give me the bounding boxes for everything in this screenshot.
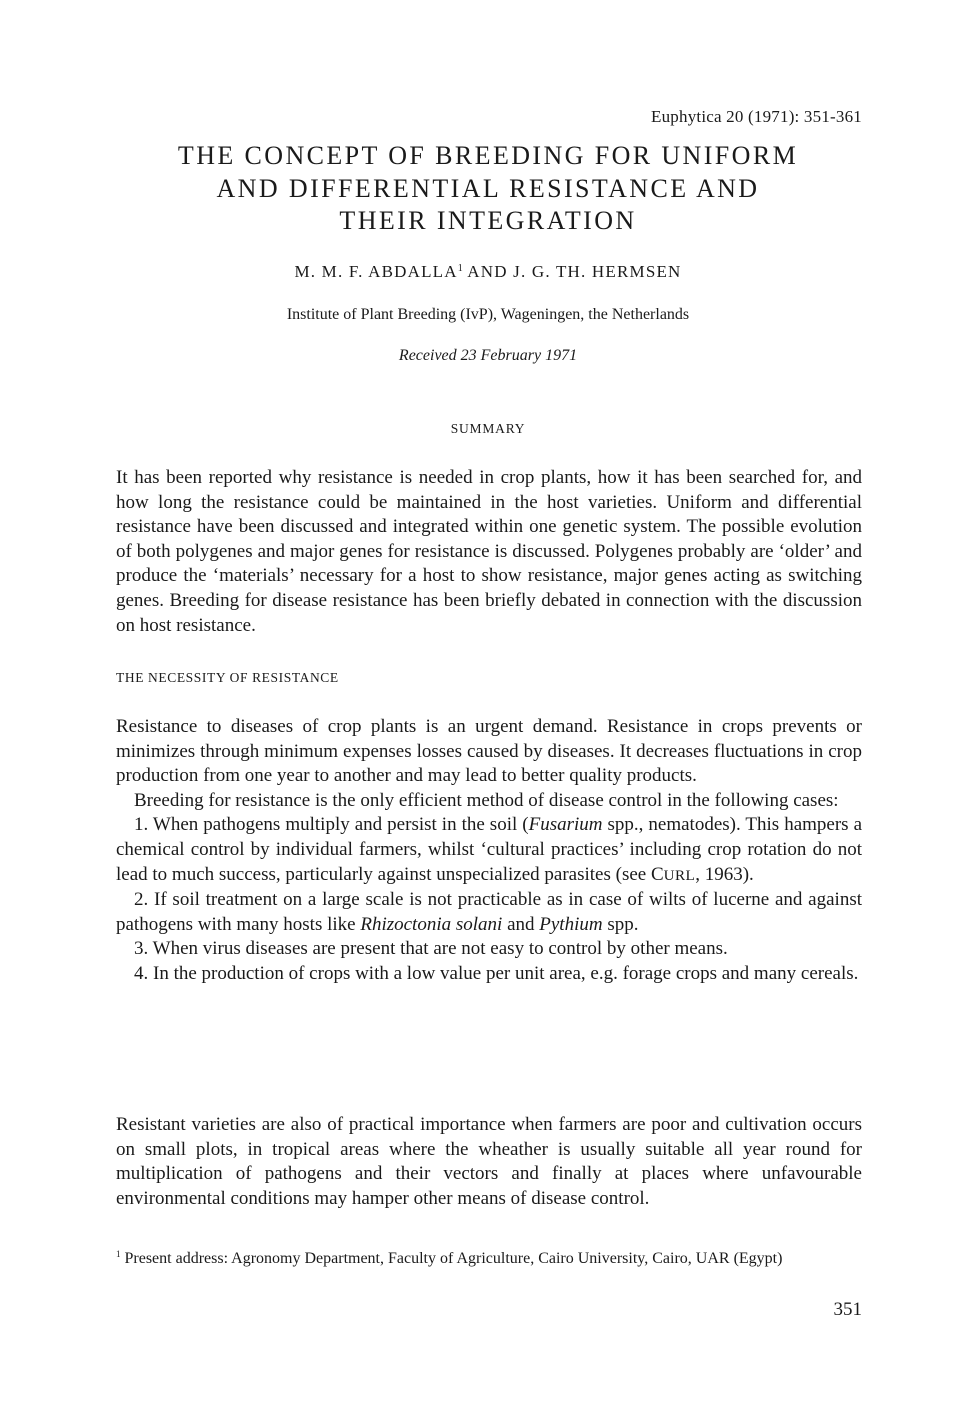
summary-paragraph: It has been reported why resistance is needed in crop plants, how it has been searched for, and how long the resistance could be maintained in the host varieties. Uniform and differential resistance have been discussed and integrated within one genetic system. The possible evolution of both polygenes and major genes for resistance is discussed. Polygenes probably are ‘older’ and produce the ‘materials’ necessary for a host to show resistance, major genes acting as switching genes. Breeding for disease resistance has been briefly debated in connection with the discussion on host resistance. (116, 467, 862, 636)
list-item: 4. In the production of crops with a low value per unit area, e.g. forage crops and many cereals. (134, 962, 859, 984)
title-line: THE CONCEPT OF BREEDING FOR UNIFORM (177, 141, 799, 170)
title-line: THEIR INTEGRATION (339, 206, 637, 235)
journal-reference: Euphytica 20 (1971): 351-361 (651, 107, 862, 126)
paragraph: Breeding for resistance is the only efficient method of disease control in the following cases: (134, 789, 839, 811)
list-item (116, 813, 862, 888)
species-name: Pythium (539, 913, 603, 935)
footnote-text: Present address: Agronomy Department, Faculty of Agriculture, Cairo University, Cairo, UAR (Egypt) (120, 1250, 783, 1267)
author-conjunction: AND (462, 262, 514, 281)
citation-author-initial: C (650, 863, 664, 885)
text-run: spp., nematodes). This hampers a chemical control by individual farmers, whilst ‘cultural practices’ including crop rotation do not lead to much success, particularly against unspecialized parasites (see (116, 814, 862, 885)
list-item: 3. When virus diseases are present that are not easy to control by other means. (134, 938, 728, 960)
paper-title (100, 140, 876, 238)
footnote (116, 1244, 862, 1269)
author-name: M. M. F. ABDALLA (294, 262, 458, 281)
text-run: and (502, 913, 540, 935)
footnote-marker: 1 (116, 1249, 121, 1259)
species-name: Rhizoctonia solani (360, 913, 503, 935)
page-number: 351 (833, 1299, 862, 1320)
paragraph: Resistance to diseases of crop plants is an urgent demand. Resistance in crops prevents or minimizes through minimum expenses losses caused by diseases. It decreases fluctuations in crop production from one year to another and may lead to better quality products. (116, 716, 862, 787)
citation-author: URL (663, 866, 696, 884)
section-body (116, 715, 862, 987)
species-name: Fusarium (528, 814, 603, 836)
section-body-continued (116, 1113, 862, 1211)
footnote-marker: 1 (457, 263, 463, 274)
summary-heading: SUMMARY (450, 421, 526, 436)
title-line: AND DIFFERENTIAL RESISTANCE AND (216, 173, 760, 203)
received-date: Received 23 February 1971 (398, 347, 578, 364)
summary-body (116, 466, 862, 638)
text-run: spp. (602, 913, 639, 935)
text-run: 2. If soil treatment on a large scale is not practicable as in case of wilts of lucerne and against pathogens with many hosts like (116, 889, 862, 935)
section-heading: THE NECESSITY OF RESISTANCE (116, 670, 339, 685)
list-item (116, 888, 862, 937)
authors (0, 262, 976, 282)
author-name: J. G. TH. HERMSEN (513, 262, 682, 281)
affiliation: Institute of Plant Breeding (IvP), Wageningen, the Netherlands (286, 306, 690, 323)
text-run: , 1963). (695, 863, 754, 885)
text-run: 1. When pathogens multiply and persist in the soil ( (134, 814, 529, 836)
paragraph: Resistant varieties are also of practical importance when farmers are poor and cultivation occurs on small plots, in tropical areas where the wheather is usually suitable all year round for multiplication of pathogens and their vectors and finally at places where unfavourable environmental conditions may hamper other means of disease control. (116, 1114, 862, 1209)
